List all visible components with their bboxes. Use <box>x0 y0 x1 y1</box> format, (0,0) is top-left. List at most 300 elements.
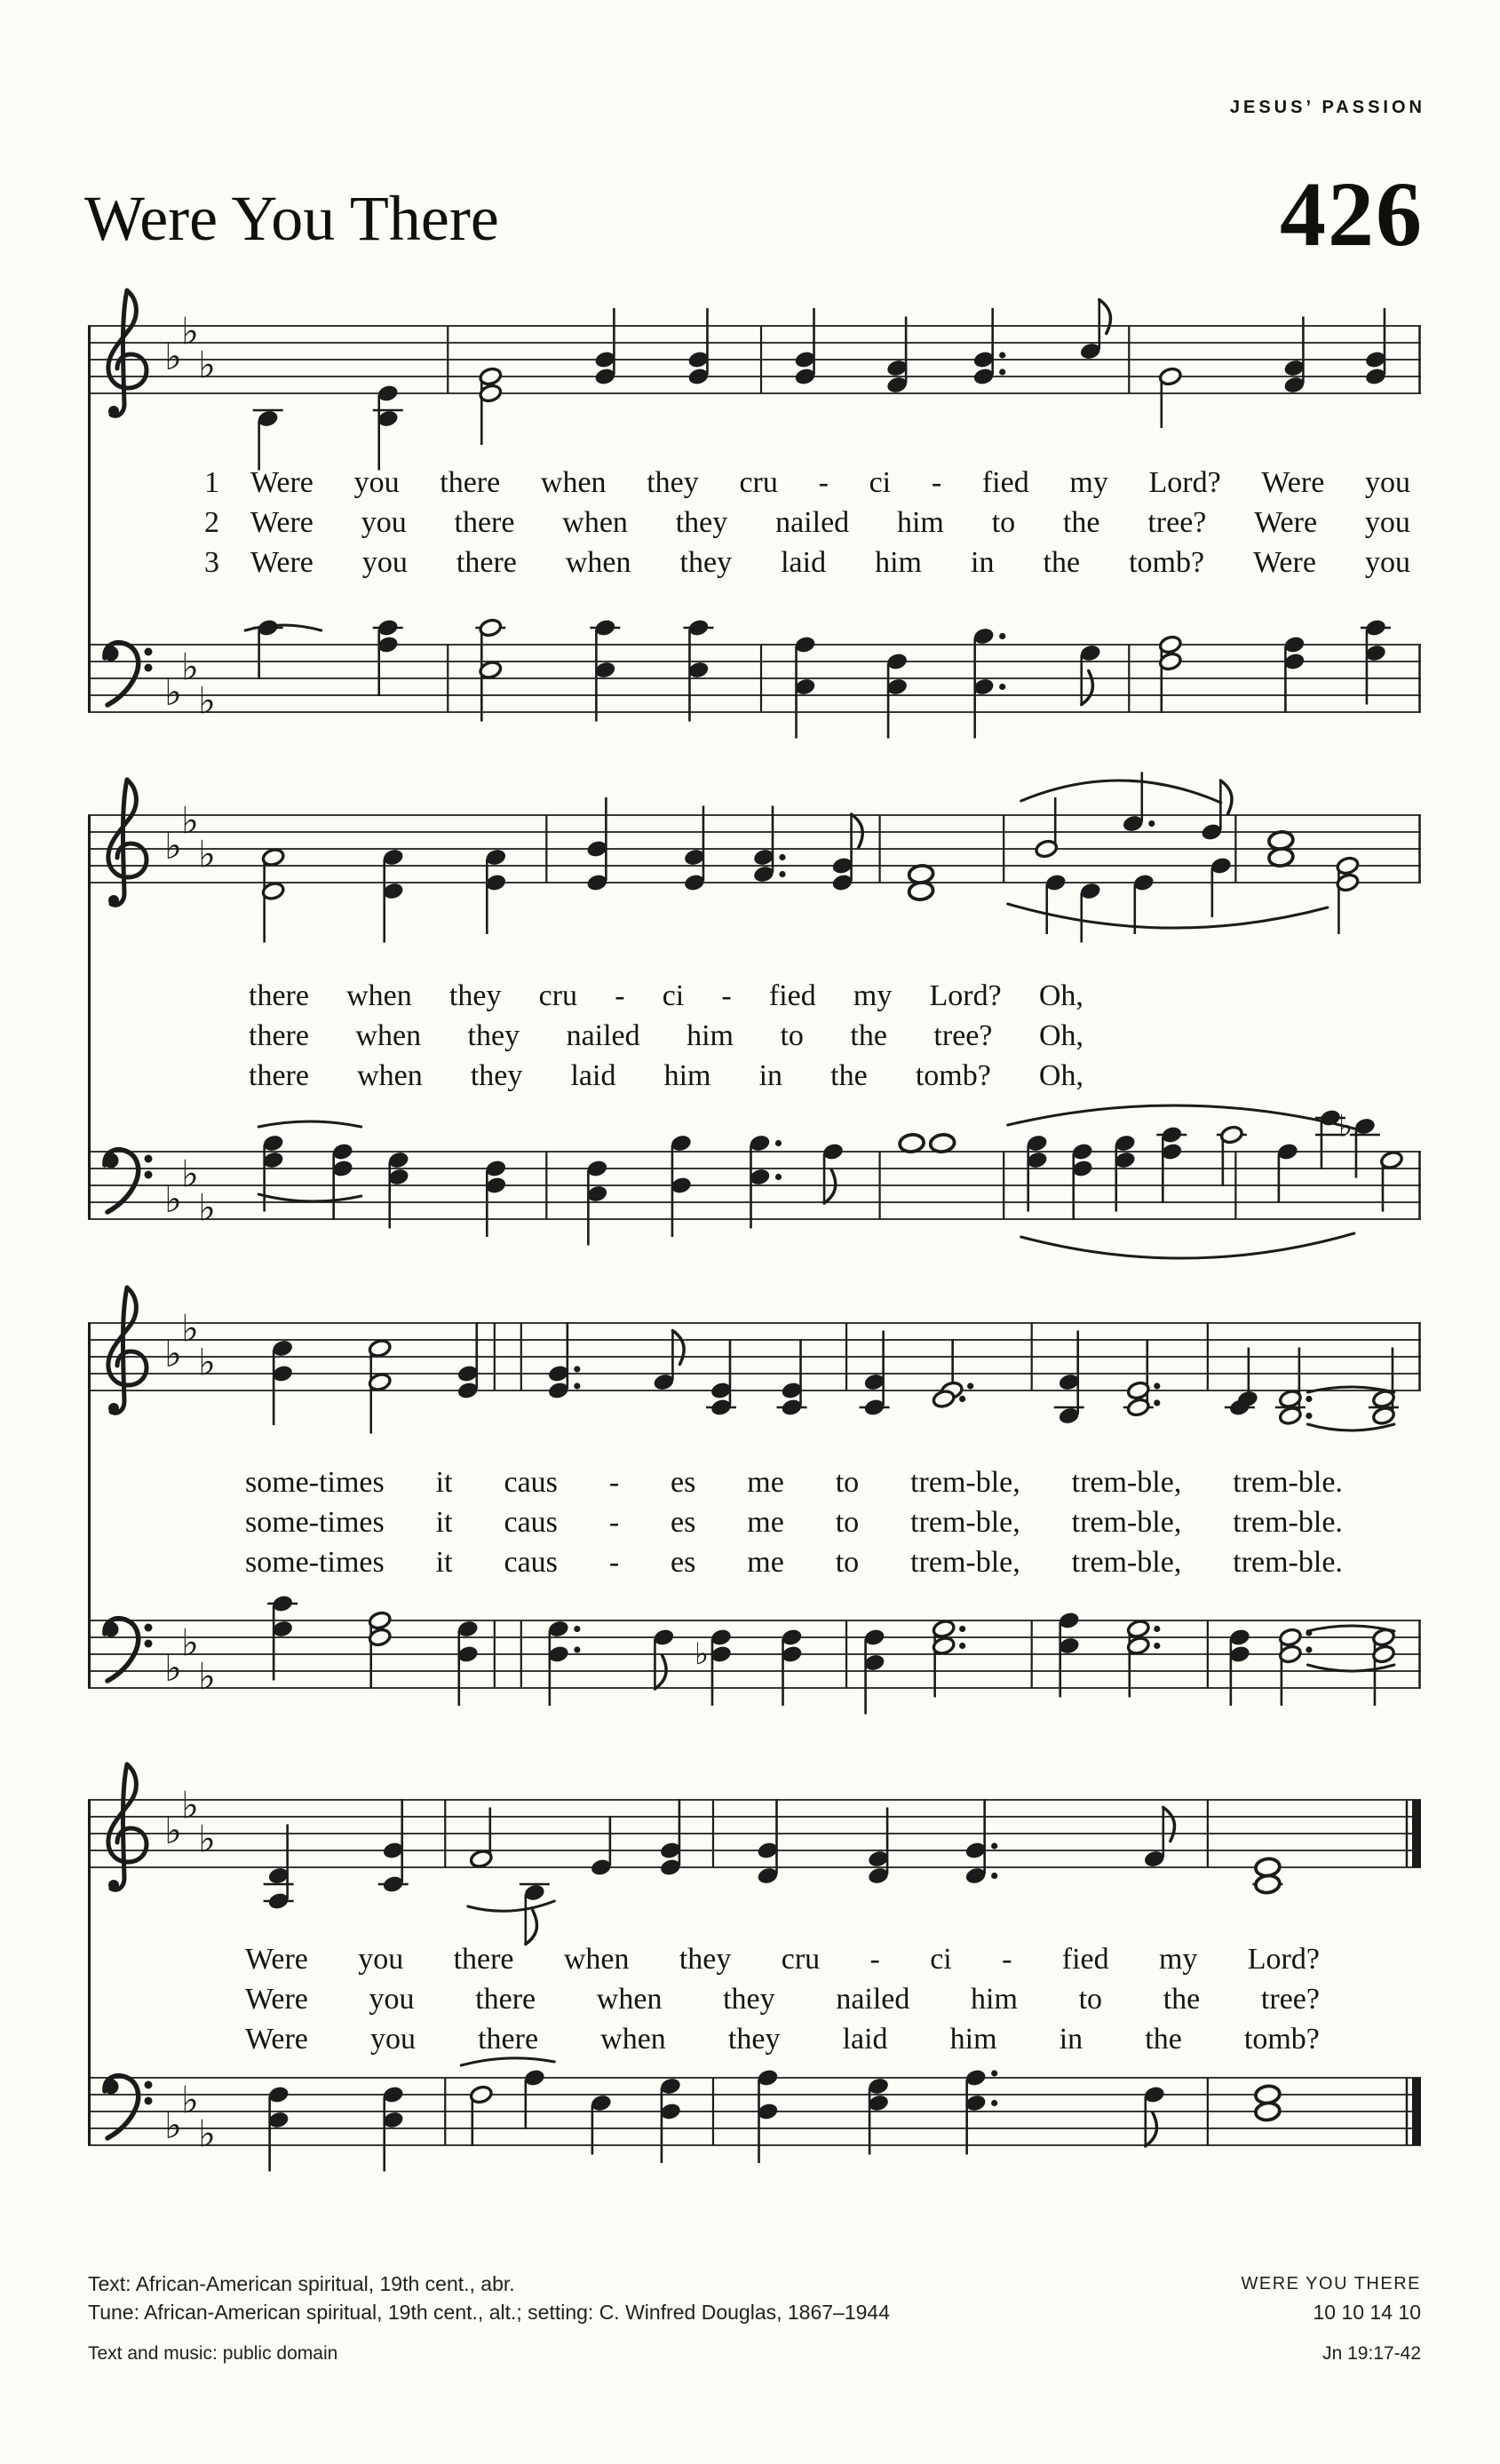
lyric-tokens <box>249 976 1083 1016</box>
treble-staff-system-2 <box>88 762 1421 975</box>
hymn-title: Were You There <box>84 183 499 254</box>
half-note-head <box>932 1619 956 1638</box>
note-event <box>867 1808 890 1886</box>
slur <box>258 1194 361 1201</box>
note-event <box>757 1799 780 1886</box>
note-event <box>1044 873 1067 934</box>
lyric-word: they <box>723 1983 775 2016</box>
treble-clef-icon <box>108 290 147 416</box>
note-event <box>1035 797 1059 859</box>
key-signature-flat-icon: ♭ <box>198 2111 216 2156</box>
note-event <box>1123 1339 1161 1417</box>
lyric-word: there <box>453 1943 514 1976</box>
eighth-flag-icon <box>1163 1808 1175 1842</box>
key-signature-flat-icon: ♭ <box>164 335 182 378</box>
lyric-word: there <box>478 2023 539 2056</box>
footer-rights: Text and music: public domain <box>88 2343 338 2364</box>
hymn-number: 426 <box>1280 163 1424 265</box>
half-note-head <box>469 1849 493 1868</box>
slur <box>1008 904 1328 928</box>
half-note-head <box>1372 1406 1396 1425</box>
lyric-word: caus <box>504 1466 558 1499</box>
lyric-line <box>249 976 1083 1016</box>
lyric-word: when <box>540 466 607 499</box>
key-signature-flat-icon: ♭ <box>181 1306 199 1351</box>
lyric-word: they <box>448 979 502 1012</box>
augmentation-dot <box>959 1626 965 1632</box>
augmentation-dot <box>574 1383 580 1389</box>
lyric-word: they <box>675 506 728 539</box>
final-barline <box>1412 2078 1421 2145</box>
lyric-tokens <box>250 503 1410 543</box>
lyric-word: him <box>687 1019 734 1052</box>
augmentation-dot <box>574 1626 580 1632</box>
note-event <box>972 626 1006 738</box>
lyric-line <box>204 463 1410 503</box>
lyric-word: fied <box>768 979 816 1012</box>
note-event <box>1210 856 1233 917</box>
lyric-word: when <box>562 506 628 539</box>
note-event <box>794 308 817 386</box>
lyric-word: trem-ble. <box>1233 1546 1343 1579</box>
whole-note-head <box>1255 1874 1281 1895</box>
note-event <box>659 2076 682 2163</box>
key-signature-flat-icon: ♭ <box>198 1817 216 1861</box>
half-note-head <box>479 367 503 386</box>
key-signature-flat-icon: ♭ <box>164 1332 182 1375</box>
lyric-tokens <box>245 1462 1343 1502</box>
note-event <box>520 1882 550 1944</box>
footer-scripture: Jn 19:17-42 <box>1322 2343 1421 2364</box>
note-event <box>1079 300 1111 361</box>
verse-lines-1 <box>204 463 1410 582</box>
lyric-word: there <box>456 546 517 579</box>
lyric-word: Were <box>245 1943 308 1976</box>
lyric-word: they <box>647 466 699 499</box>
half-note-head <box>261 847 285 867</box>
eighth-flag-icon <box>1146 2112 1157 2146</box>
note-event <box>1158 635 1182 713</box>
lyric-word: laid <box>570 1059 616 1092</box>
lyric-word: ci <box>662 979 685 1012</box>
note-event <box>253 408 283 470</box>
treble-staff-system-3 <box>88 1270 1421 1483</box>
note-event <box>1369 1348 1399 1426</box>
lyric-word: the <box>1043 546 1081 579</box>
lyric-word: to <box>780 1019 804 1052</box>
lyric-word: when <box>357 1059 423 1092</box>
note-event <box>1156 1125 1187 1203</box>
note-event <box>593 308 616 386</box>
note-event <box>331 1142 354 1220</box>
key-signature-flat-icon: ♭ <box>181 2078 199 2122</box>
treble-clef-icon <box>108 780 147 906</box>
half-note-head <box>368 1611 392 1630</box>
lyric-word: nailed <box>566 1019 640 1052</box>
lyric-word: my <box>853 979 893 1012</box>
lyric-word: some-times <box>245 1466 385 1499</box>
note-event <box>475 618 505 722</box>
lyric-tokens <box>249 1016 1083 1056</box>
lyric-word: trem-ble, <box>910 1546 1020 1579</box>
lyric-word: Oh, <box>1038 1019 1083 1052</box>
lyric-word: es <box>671 1466 696 1499</box>
note-event <box>867 2076 890 2154</box>
lyric-word: Were <box>245 1983 308 2016</box>
lyric-word: Were <box>250 546 313 579</box>
lyric-word: they <box>727 2023 781 2056</box>
lyric-line <box>245 1462 1343 1502</box>
augmentation-dot <box>999 368 1005 375</box>
verse-lines-2 <box>249 976 1083 1096</box>
half-note-head <box>479 618 503 638</box>
note-event <box>456 1619 480 1706</box>
key-signature-flat-icon: ♭ <box>164 670 182 714</box>
key-signature-flat-icon: ♭ <box>198 1654 216 1699</box>
augmentation-dot <box>1306 1646 1312 1652</box>
lyric-word: Lord? <box>929 979 1002 1012</box>
whole-note-head <box>899 1133 925 1153</box>
verse-number: 3 <box>204 546 219 579</box>
key-signature-flat-icon: ♭ <box>198 1185 216 1230</box>
lyric-word: cru <box>781 1943 821 1976</box>
whole-note-head <box>1255 2102 1281 2122</box>
key-signature-flat-icon: ♭ <box>164 824 182 868</box>
whole-note-head <box>929 1133 955 1153</box>
lyric-hyphen: - <box>931 466 942 499</box>
note-event <box>1282 317 1306 395</box>
lyric-word: when <box>596 1983 663 2016</box>
note-event <box>1255 2085 1281 2122</box>
lyric-word: fied <box>981 466 1029 499</box>
lyric-word: you <box>1364 506 1410 539</box>
lyric-hyphen: - <box>1002 1943 1012 1976</box>
verse-lines-3 <box>245 1462 1343 1582</box>
eighth-flag-icon <box>1099 300 1111 334</box>
half-note-head <box>1278 1628 1302 1647</box>
lyric-word: in <box>1059 2023 1083 2056</box>
lyric-word: caus <box>504 1546 558 1579</box>
augmentation-dot <box>991 1873 997 1879</box>
note-event <box>831 814 863 892</box>
lyric-word: to <box>835 1546 860 1579</box>
lyric-word: tomb? <box>1243 2023 1320 2056</box>
note-event <box>1282 635 1306 713</box>
lyric-word: tomb? <box>1129 546 1205 579</box>
lyric-hyphen: - <box>721 979 732 1012</box>
note-event <box>1143 2085 1166 2146</box>
lyric-word: trem-ble, <box>1071 1466 1182 1499</box>
augmentation-dot <box>999 633 1005 639</box>
half-note-head <box>368 1338 392 1358</box>
augmentation-dot <box>1306 1396 1312 1402</box>
lyric-word: laid <box>842 2023 888 2056</box>
note-event <box>469 2085 493 2146</box>
whole-note-head <box>908 881 933 901</box>
note-event <box>1217 1125 1247 1186</box>
augmentation-dot <box>967 1383 973 1389</box>
lyric-word: me <box>747 1506 784 1539</box>
lyric-word: me <box>747 1466 784 1499</box>
lyric-word: the <box>1163 1983 1201 2016</box>
key-signature-flat-icon: ♭ <box>198 678 216 723</box>
treble-clef-icon <box>108 1764 147 1890</box>
whole-note-head <box>1268 847 1294 868</box>
lyric-word: in <box>758 1059 783 1092</box>
lyric-word: there <box>249 979 309 1012</box>
note-event <box>1158 367 1182 428</box>
augmentation-dot <box>991 2100 997 2106</box>
lyric-word: there <box>454 506 515 539</box>
note-event <box>373 384 403 471</box>
note-event <box>1252 1858 1282 1895</box>
note-event <box>585 797 608 892</box>
lyric-word: you <box>361 546 408 579</box>
half-note-head <box>1336 856 1360 875</box>
note-event <box>1114 1133 1137 1211</box>
slur <box>1307 1424 1394 1430</box>
half-note-head <box>1278 1406 1302 1425</box>
augmentation-dot <box>959 1396 965 1402</box>
verse-number: 2 <box>204 506 219 539</box>
note-event <box>821 1142 845 1203</box>
augmentation-dot <box>1154 1399 1160 1406</box>
note-event <box>547 1322 581 1400</box>
note-event <box>1278 1628 1312 1706</box>
lyric-word: Lord? <box>1247 1943 1320 1976</box>
note-event <box>694 1628 733 1706</box>
key-signature-flat-icon: ♭ <box>181 1783 199 1827</box>
lyric-word: Were <box>1261 466 1325 499</box>
lyric-hyphen: - <box>608 1506 620 1539</box>
lyric-tokens <box>245 1542 1343 1582</box>
augmentation-dot <box>1154 1383 1160 1389</box>
lyric-word: Were <box>250 506 313 539</box>
footer-tune-credit: Tune: African-American spiritual, 19th cent., alt.; setting: C. Winfred Douglas, 1867–1944 <box>88 2301 891 2324</box>
key-signature-flat-icon: ♭ <box>164 2104 182 2147</box>
footer-meter: 10 10 14 10 <box>1313 2301 1421 2324</box>
lyric-word: me <box>747 1546 784 1579</box>
augmentation-dot <box>999 352 1005 358</box>
note-event <box>590 1816 613 1877</box>
note-event <box>752 806 786 884</box>
eighth-flag-icon <box>1082 671 1093 705</box>
lyric-word: Were <box>250 466 313 499</box>
section-category: JESUS’ PASSION <box>1229 98 1425 117</box>
slur <box>1021 780 1221 803</box>
lyric-word: tree? <box>1147 506 1207 539</box>
augmentation-dot <box>1154 1626 1160 1632</box>
eighth-flag-icon <box>655 1655 666 1689</box>
lyric-word: him <box>663 1059 711 1092</box>
lyric-word: you <box>353 466 400 499</box>
treble-staff-system-4 <box>88 1747 1421 1960</box>
lyric-line <box>245 1939 1320 1979</box>
lyric-word: to <box>1078 1983 1103 2016</box>
lyric-word: some-times <box>245 1546 385 1579</box>
note-event <box>373 618 403 696</box>
note-event <box>972 308 1006 386</box>
half-note-head <box>1158 635 1182 654</box>
lyric-word: trem-ble. <box>1233 1506 1343 1539</box>
lyric-word: ci <box>869 466 892 499</box>
lyric-tokens <box>250 463 1410 503</box>
lyric-word: to <box>835 1506 860 1539</box>
lyric-word: Were <box>1253 546 1316 579</box>
lyric-word: you <box>369 2023 416 2056</box>
note-event <box>479 367 503 445</box>
lyric-word: Lord? <box>1148 466 1221 499</box>
note-event <box>484 847 507 934</box>
lyric-word: they <box>679 1943 732 1976</box>
footer-text-credit: Text: African-American spiritual, 19th cent., abr. <box>88 2272 515 2295</box>
lyric-tokens <box>249 1056 1083 1096</box>
key-signature-flat-icon: ♭ <box>181 1152 199 1196</box>
lyric-word: the <box>1145 2023 1182 2056</box>
treble-staff-system-1 <box>88 273 1421 486</box>
half-note-head <box>1126 1619 1150 1638</box>
augmentation-dot <box>574 1366 580 1372</box>
half-note-head <box>1035 839 1059 859</box>
note-event <box>1275 1348 1313 1426</box>
augmentation-dot <box>1148 820 1155 827</box>
note-event <box>687 308 710 386</box>
note-event <box>929 1133 955 1153</box>
lyric-tokens <box>245 1939 1320 1979</box>
note-event <box>368 1611 392 1689</box>
augmentation-dot <box>991 1842 997 1849</box>
half-note-head <box>1219 1125 1243 1145</box>
lyric-word: they <box>467 1019 520 1052</box>
lyric-word: when <box>355 1019 422 1052</box>
lyric-word: es <box>671 1506 696 1539</box>
note-event <box>456 1322 480 1400</box>
augmentation-dot <box>999 684 1005 690</box>
note-event <box>670 1133 693 1237</box>
note-event <box>1336 856 1360 934</box>
note-event <box>659 1799 682 1877</box>
lyric-word: the <box>850 1019 887 1052</box>
slur <box>1307 1665 1394 1671</box>
lyric-word: him <box>949 2023 997 2056</box>
lyric-word: to <box>991 506 1016 539</box>
note-event <box>523 2068 546 2129</box>
lyric-line <box>245 2019 1320 2059</box>
lyric-word: tree? <box>1260 1983 1320 2016</box>
note-event <box>1079 881 1102 942</box>
lyric-word: when <box>600 2023 666 2056</box>
augmentation-dot <box>775 1174 782 1180</box>
slur <box>258 1121 361 1127</box>
lyric-word: you <box>361 506 407 539</box>
key-signature-flat-icon: ♭ <box>181 309 199 353</box>
lyric-tokens <box>245 2019 1320 2059</box>
note-event <box>378 1799 409 1894</box>
note-event <box>964 1799 998 1886</box>
note-event <box>590 618 620 722</box>
note-event <box>932 1619 965 1697</box>
lyric-word: Were <box>245 2023 308 2056</box>
half-note-head <box>1126 1398 1150 1417</box>
lyric-word: you <box>358 1943 404 1976</box>
note-event <box>899 1133 925 1153</box>
half-note-head <box>1158 367 1182 386</box>
note-event <box>885 317 909 395</box>
key-signature-flat-icon: ♭ <box>164 1177 182 1221</box>
lyric-word: some-times <box>245 1506 385 1539</box>
verse-lines-4 <box>245 1939 1320 2059</box>
eighth-flag-icon <box>852 814 863 848</box>
key-signature-flat-icon: ♭ <box>198 343 216 387</box>
lyric-word: when <box>346 979 412 1012</box>
note-event <box>1228 1628 1251 1706</box>
verse-number: 1 <box>204 466 219 499</box>
augmentation-dot <box>779 871 785 877</box>
note-event <box>1054 1331 1084 1426</box>
key-signature-flat-icon: ♭ <box>198 832 216 876</box>
lyric-word: the <box>1062 506 1100 539</box>
half-note-head <box>1380 1150 1404 1169</box>
note-event <box>749 1133 782 1228</box>
lyric-word: there <box>249 1059 309 1092</box>
lyric-word: to <box>835 1466 860 1499</box>
note-event <box>757 2068 780 2163</box>
lyric-word: tomb? <box>915 1059 991 1092</box>
note-event <box>1071 1142 1094 1220</box>
note-event <box>683 618 713 722</box>
lyric-word: there <box>440 466 501 499</box>
note-event <box>1364 308 1387 386</box>
slur <box>468 1901 555 1911</box>
note-event <box>652 1628 675 1689</box>
lyric-word: they <box>679 546 733 579</box>
lyric-word: it <box>435 1506 453 1539</box>
lyric-word: you <box>1364 466 1410 499</box>
lyric-line <box>245 1979 1320 2019</box>
flat-icon: ♭ <box>694 1636 710 1672</box>
note-event <box>1276 1142 1299 1203</box>
note-event <box>794 635 817 739</box>
note-event <box>1026 1133 1049 1211</box>
note-event <box>271 1338 294 1425</box>
final-barline <box>1412 1800 1421 1867</box>
footer-tune-name: WERE YOU THERE <box>1241 2274 1421 2294</box>
lyric-word: him <box>971 1983 1018 2016</box>
flat-icon: ♭ <box>1337 1108 1353 1145</box>
note-event <box>261 847 285 942</box>
lyric-word: laid <box>781 546 827 579</box>
lyric-word: you <box>369 1983 415 2016</box>
lyric-line <box>204 543 1410 582</box>
note-event <box>706 1339 736 1417</box>
lyric-word: cru <box>739 466 778 499</box>
eighth-flag-icon <box>672 1331 684 1365</box>
lyric-line <box>249 1016 1083 1056</box>
lyric-word: nailed <box>775 506 850 539</box>
lyric-word: there <box>475 1983 536 2016</box>
lyric-word: trem-ble, <box>910 1466 1020 1499</box>
lyric-word: caus <box>504 1506 558 1539</box>
lyric-word: Oh, <box>1038 1059 1083 1092</box>
lyric-word: him <box>875 546 923 579</box>
slur <box>461 2058 554 2065</box>
lyric-hyphen: - <box>818 466 829 499</box>
lyric-word: trem-ble, <box>1071 1506 1182 1539</box>
slur <box>245 625 321 630</box>
lyric-word: my <box>1158 1943 1198 1976</box>
lyric-word: nailed <box>836 1983 910 2016</box>
lyric-line <box>245 1542 1343 1582</box>
